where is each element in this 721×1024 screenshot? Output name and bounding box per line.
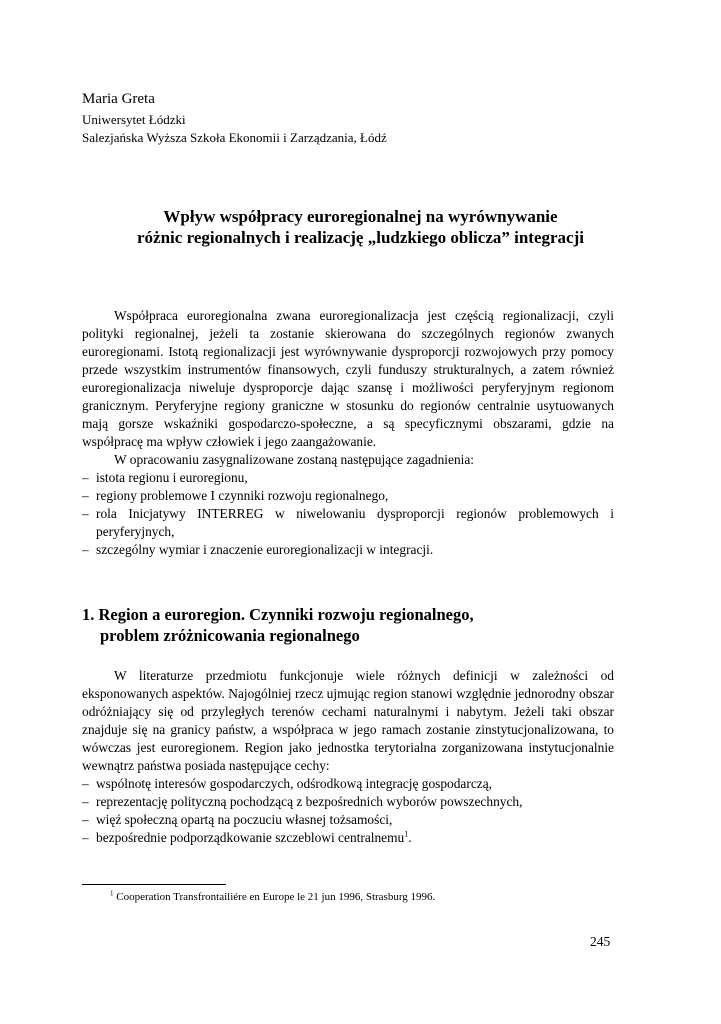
section-heading-line-2: problem zróżnicowania regionalnego	[100, 626, 360, 645]
list-item: – więź społeczną opartą na poczuciu własnej tożsamości,	[82, 812, 393, 827]
section-1-body	[82, 667, 614, 847]
list-item: – reprezentację polityczną pochodzącą z bezpośrednich wyborów powszechnych,	[82, 794, 523, 809]
dash-marker: –	[82, 812, 89, 827]
region-features-list	[82, 775, 614, 847]
footnote-text: Cooperation Transfrontailiére en Europe le 21 jun 1996, Strasburg 1996.	[116, 891, 436, 903]
list-item: – rola Inicjatywy INTERREG w niwelowaniu dysproporcji regionów problemowych i peryferyjnych,	[82, 506, 614, 539]
article-title	[60, 206, 661, 248]
dash-marker: –	[82, 776, 89, 791]
intro-topic-list	[82, 469, 614, 559]
affiliation-school: Salezjańska Wyższa Szkoła Ekonomii i Zarządzania, Łódź	[82, 130, 387, 145]
footnote-divider	[82, 884, 226, 885]
dash-marker: –	[82, 470, 89, 485]
section-heading	[82, 604, 622, 646]
title-line-1: Wpływ współpracy euroregionalnej na wyrównywanie	[163, 207, 558, 226]
intro-section	[82, 307, 614, 559]
intro-list-lead: W opracowaniu zasygnalizowane zostaną następujące zagadnienia:	[114, 452, 475, 467]
dash-marker: –	[82, 794, 89, 809]
dash-marker: –	[82, 830, 89, 845]
dash-marker: –	[82, 542, 89, 557]
affiliation-university: Uniwersytet Łódzki	[82, 112, 186, 127]
dash-marker: –	[82, 506, 89, 521]
list-item: – bezpośrednie podporządkowanie szczeblowi centralnemu$^1$.	[82, 829, 412, 845]
list-item: – wspólnotę interesów gospodarczych, odśrodkową integrację gospodarczą,	[82, 776, 493, 791]
section-paragraph: W literaturze przedmiotu funkcjonuje wiele różnych definicji w zależności od eksponowanych aspektów. Najogólniej rzecz ujmując region stanowi względnie jednorodny obszar odróżniający się od przyległych terenów cechami naturalnymi i nabytym. Jeżeli taki obszar znajduje się na granicy państw, a współpraca w jego ramach zostanie zinstytucjonalizowana, to wówczas jest euroregionem. Region jako jednostka terytorialna zorganizowana instytucjonalnie wewnątrz państwa posiada następujące cechy:	[82, 668, 614, 773]
footnote-marker: 1	[110, 889, 114, 898]
intro-paragraph: Współpraca euroregionalna zwana euroregionalizacja jest częścią regionalizacji, czyli polityki regionalnej, jeżeli ta zostanie skierowana do szczególnych regionów zwanych euroregionami. Istotą regionalizacji jest wyrównywanie dysproporcji rozwojowych przy pomocy przede wszystkim instrumentów finansowych, czyli funduszy strukturalnych, a zatem również euroregionalizacja niweluje dysproporcje dając szansę i możliwości peryferyjnym regionom granicznym. Peryferyjne regiony graniczne w stosunku do regionów centralnie usytuowanych mają gorsze wskaźniki gospodarczo-społeczne, a są specyficznymi obszarami, gdzie na współpracę ma wpływ człowiek i jego zaangażowanie.	[82, 308, 614, 449]
author-name: Maria Greta	[82, 91, 155, 107]
list-item: – regiony problemowe I czynniki rozwoju regionalnego,	[82, 488, 389, 503]
section-heading-line-1: 1. Region a euroregion. Czynniki rozwoju regionalnego,	[82, 605, 474, 624]
dash-marker: –	[82, 488, 89, 503]
footnote-reference[interactable]: 1	[404, 829, 409, 839]
title-line-2: różnic regionalnych i realizację „ludzkiego oblicza” integracji	[137, 228, 584, 247]
page-number: 245	[590, 934, 611, 949]
footnote	[110, 890, 435, 904]
list-item: – szczególny wymiar i znaczenie euroregionalizacji w integracji.	[82, 542, 434, 557]
list-item: – istota regionu i euroregionu,	[82, 470, 248, 485]
